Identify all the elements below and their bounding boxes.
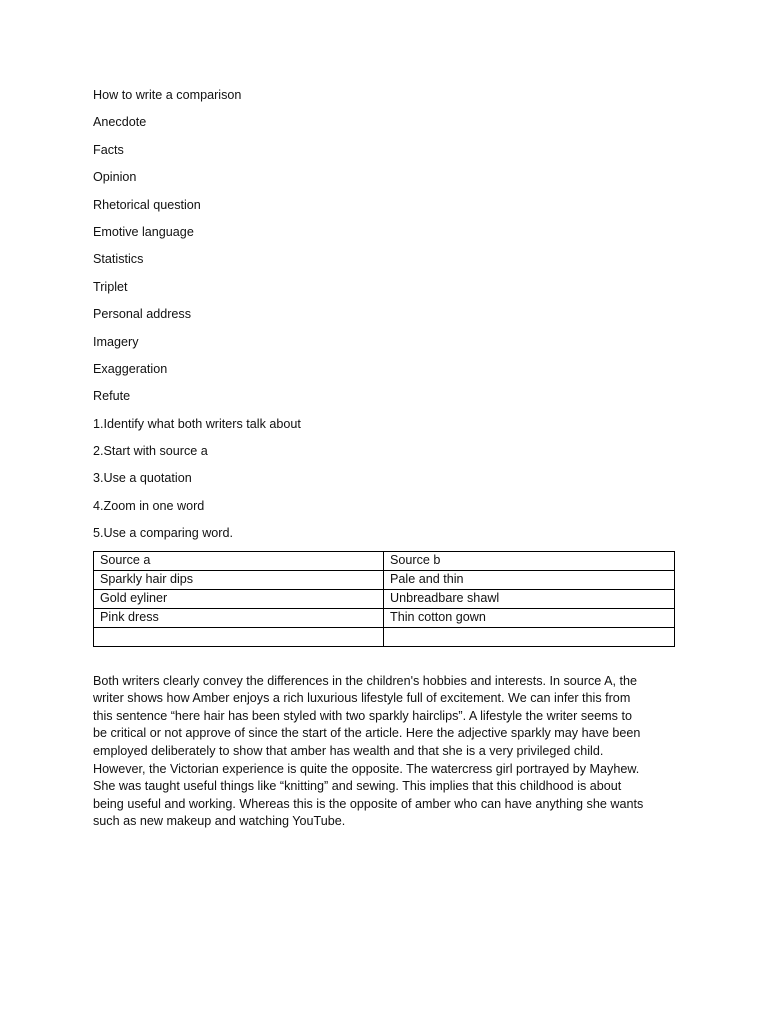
techniques-list: [93, 113, 675, 405]
document-page: [93, 86, 675, 831]
paragraph-line: She was taught useful things like “knitting” and sewing. This implies that this childhood is about: [93, 779, 622, 794]
table-row: [94, 570, 675, 589]
step-item: 1.Identify what both writers talk about: [93, 416, 301, 431]
step-item: 4.Zoom in one word: [93, 498, 205, 513]
technique-item: Refute: [93, 389, 131, 404]
table-cell: [384, 627, 675, 646]
technique-item: Personal address: [93, 307, 192, 322]
table-cell: Sparkly hair dips: [94, 570, 384, 589]
table-header-row: [94, 551, 675, 570]
table-row: [94, 608, 675, 627]
technique-item: Triplet: [93, 279, 128, 294]
paragraph-line: writer shows how Amber enjoys a rich luxurious lifestyle full of excitement. We can infer this from: [93, 691, 631, 706]
table-header-source-a: Source a: [94, 551, 384, 570]
document-title: How to write a comparison: [93, 88, 242, 102]
technique-item: Anecdote: [93, 115, 147, 130]
technique-item: Rhetorical question: [93, 197, 201, 212]
table-row: [94, 589, 675, 608]
technique-item: Statistics: [93, 252, 144, 267]
comparison-paragraph: [93, 673, 675, 831]
paragraph-line: However, the Victorian experience is quite the opposite. The watercress girl portrayed by Mayhew.: [93, 761, 640, 776]
comparison-table: [93, 551, 675, 647]
table-cell: Thin cotton gown: [384, 608, 675, 627]
paragraph-line: being useful and working. Whereas this is the opposite of amber who can have anything she wants: [93, 796, 644, 811]
technique-item: Opinion: [93, 170, 137, 185]
step-item: 5.Use a comparing word.: [93, 526, 233, 541]
technique-item: Facts: [93, 142, 124, 157]
table-row: [94, 627, 675, 646]
technique-item: Imagery: [93, 334, 139, 349]
table-cell: Gold eyliner: [94, 589, 384, 608]
technique-item: Exaggeration: [93, 361, 168, 376]
paragraph-line: this sentence “here hair has been styled with two sparkly hairclips”. A lifestyle the writer seems to: [93, 708, 632, 723]
table-cell: Pale and thin: [384, 570, 675, 589]
table-cell: [94, 627, 384, 646]
paragraph-line: be critical or not approve of since the start of the article. Here the adjective sparkly may have been: [93, 726, 641, 741]
paragraph-line: employed deliberately to show that amber has wealth and that she is a very privileged child.: [93, 744, 604, 759]
step-item: 2.Start with source a: [93, 444, 208, 459]
steps-list: [93, 415, 675, 543]
step-item: 3.Use a quotation: [93, 471, 192, 486]
table-header-source-b: Source b: [384, 551, 675, 570]
paragraph-line: such as new makeup and watching YouTube.: [93, 814, 346, 829]
technique-item: Emotive language: [93, 224, 194, 239]
paragraph-line: Both writers clearly convey the differences in the children's hobbies and interests. In source A, the: [93, 673, 637, 688]
table-cell: Unbreadbare shawl: [384, 589, 675, 608]
table-cell: Pink dress: [94, 608, 384, 627]
